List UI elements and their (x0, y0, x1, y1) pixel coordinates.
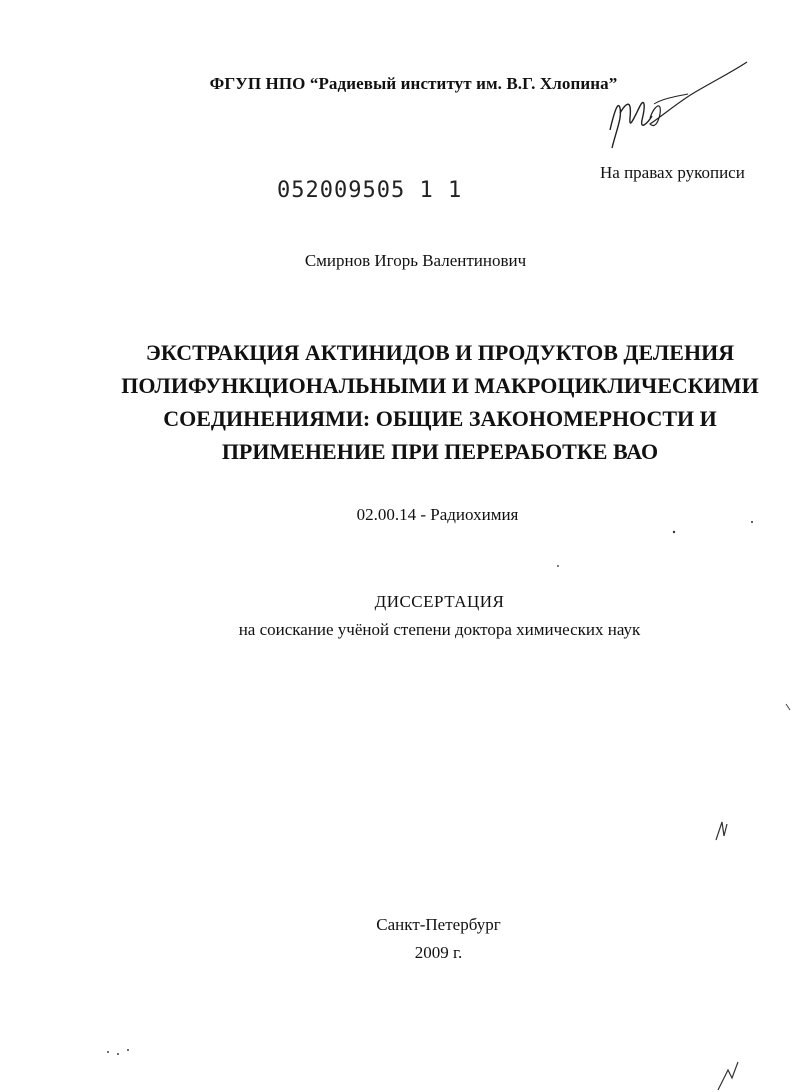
document-number: 052009505 1 1 (277, 178, 463, 203)
city: Санкт-Петербург (376, 915, 501, 934)
scan-speck (673, 531, 675, 533)
title-line: ЭКСТРАКЦИЯ АКТИНИДОВ И ПРОДУКТОВ ДЕЛЕНИЯ (145, 340, 735, 365)
handwritten-signature (592, 58, 752, 168)
institute-name: ФГУП НПО “Радиевый институт им. В.Г. Хлопина” (209, 74, 618, 93)
year: 2009 г. (414, 943, 463, 962)
author-name: Смирнов Игорь Валентинович (304, 251, 527, 270)
manuscript-note: На правах рукописи (600, 163, 745, 182)
scan-mark (786, 704, 790, 710)
title-line: СОЕДИНЕНИЯМИ: ОБЩИЕ ЗАКОНОМЕРНОСТИ И (163, 406, 717, 431)
scan-speck (117, 1053, 119, 1055)
title-line: ПРИМЕНЕНИЕ ПРИ ПЕРЕРАБОТКЕ ВАО (221, 439, 659, 464)
scan-speck (127, 1049, 129, 1051)
scan-speck (557, 565, 559, 567)
scan-mark (718, 1062, 738, 1090)
dissertation-heading: ДИССЕРТАЦИЯ (374, 592, 505, 611)
specialty-code: 02.00.14 - Радиохимия (356, 505, 519, 524)
scan-speck (107, 1051, 109, 1053)
scan-mark (716, 822, 727, 840)
title-line: ПОЛИФУНКЦИОНАЛЬНЫМИ И МАКРОЦИКЛИЧЕСКИМИ (121, 373, 759, 398)
dissertation-subtitle: на соискание учёной степени доктора химических наук (238, 620, 641, 639)
dissertation-title (110, 336, 770, 468)
